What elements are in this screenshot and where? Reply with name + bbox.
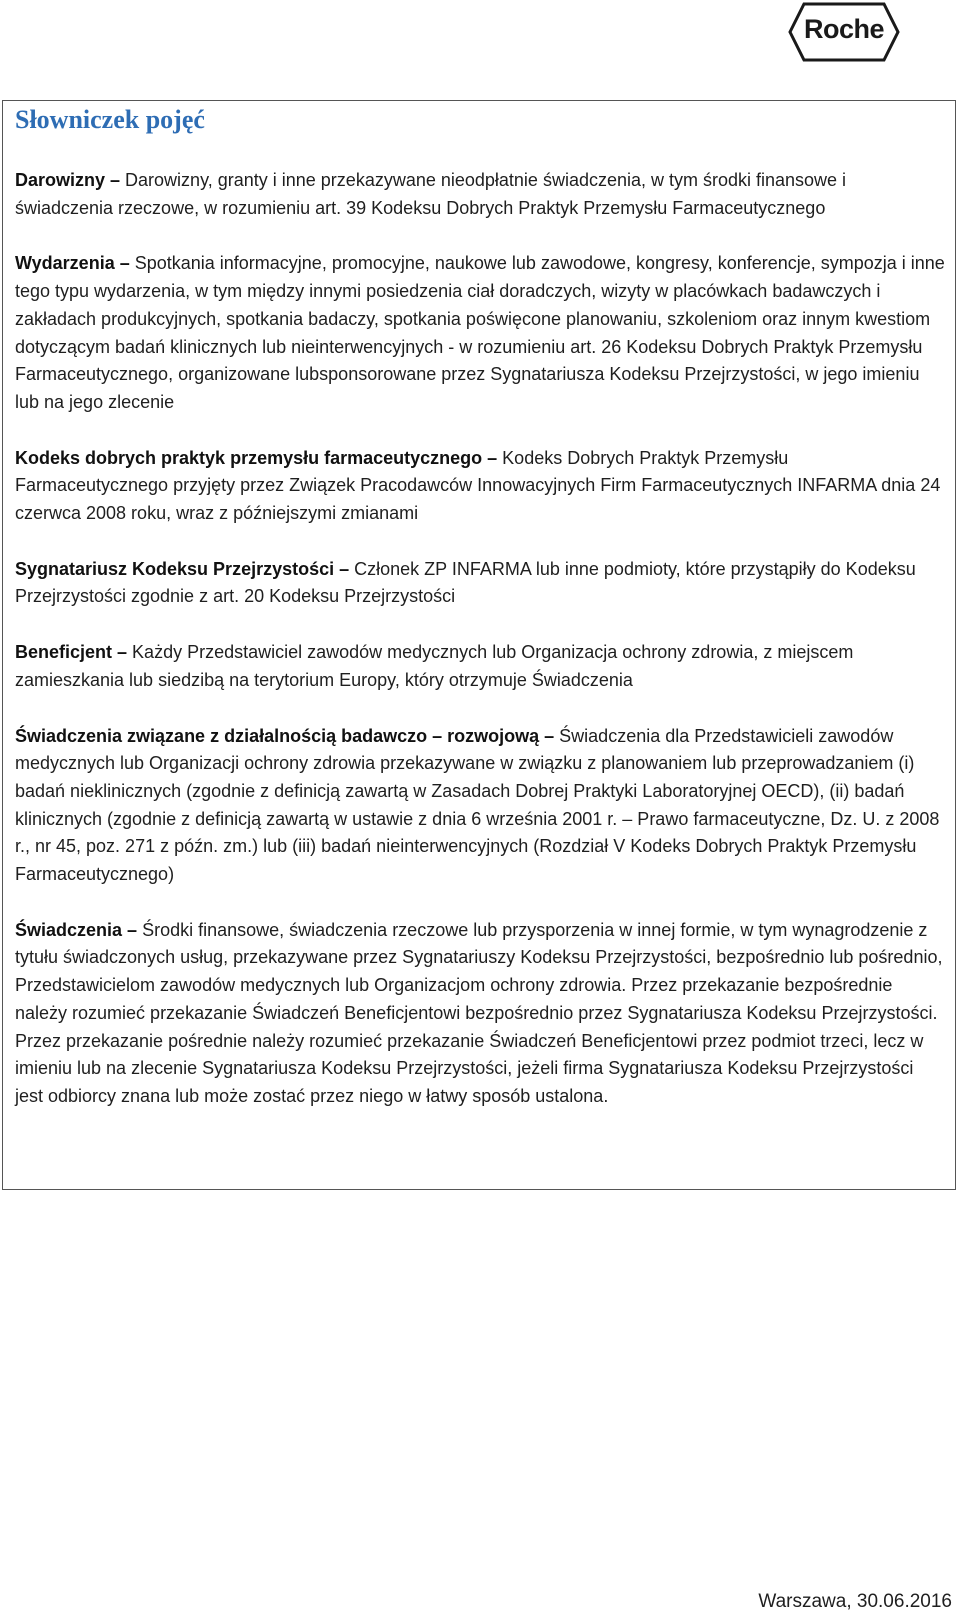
entry-definition: Środki finansowe, świadczenia rzeczowe lub przysporzenia w innej formie, w tym wynagrodzenie z tytułu świadczonych usług, przekazywane przez Sygnatariuszy Kodeksu Przejrzystości, bezpośrednio lub pośrednio, Przedstawicielom zawodów medycznych lub Organizacjom ochrony zdrowia. Przez przekazanie bezpośrednie należy rozumieć przekazanie Świadczeń Beneficjentowi bezpośrednio przez Sygnatariusza Kodeksu Przejrzystości. Przez przekazanie pośrednie należy rozumieć przekazanie Świadczeń Beneficjentowi przez podmiot trzeci, lecz w imieniu lub na zlecenie Sygnatariusza Kodeksu Przejrzystości, jeżeli firma Sygnatariusza Kodeksu Przejrzystości jest odbiorcy znana lub może zostać przez niego w łatwy sposób ustalona. [15,919,943,1106]
entry-term: Darowizny [15,170,106,190]
logo-text: Roche [803,14,885,44]
entry-dash: – [539,725,560,746]
entry-definition: Każdy Przedstawiciel zawodów medycznych lub Organizacja ochrony zdrowia, z miejscem zamieszkania lub siedzibą na terytorium Europy, który otrzymuje Świadczenia [15,642,854,690]
glossary-entry-wydarzenia [15,250,945,416]
glossary-entry-sygnatariusz [15,556,945,611]
entry-dash: – [334,558,355,579]
entry-definition: Członek ZP INFARMA lub inne podmioty, które przystąpiły do Kodeksu Przejrzystości zgodnie z art. 20 Kodeksu Przejrzystości [15,558,916,607]
entry-dash: – [122,919,143,940]
entry-definition: Spotkania informacyjne, promocyjne, naukowe lub zawodowe, kongresy, konferencje, sympozja i inne tego typu wydarzenia, w tym między innymi posiedzenia ciał doradczych, wizyty w placówkach badawczych i zakładach produkcyjnych, spotkania badaczy, spotkania poświęcone planowaniu, szkoleniom oraz innym kwestiom dotyczącym badań klinicznych lub nieinterwencyjnych - w rozumieniu art. 26 Kodeksu Dobrych Praktyk Przemysłu Farmaceutycznego, organizowane lubsponsorowane przez Sygnatariusza Kodeksu Przejrzystości, w jego imieniu lub na jego zlecenie [15,253,945,412]
entry-definition: Kodeks Dobrych Praktyk Przemysłu Farmaceutycznego przyjęty przez Związek Pracodawców Innowacyjnych Firm Farmaceutycznych INFARMA dnia 24 czerwca 2008 roku, wraz z późniejszymi zmianami [15,447,941,524]
glossary-entry-kodeks [15,445,945,528]
entry-term: Beneficjent [15,642,113,663]
entry-dash: – [482,447,503,468]
glossary-entry-darowizny [15,167,945,222]
glossary-entry-beneficjent [15,639,945,694]
roche-logo [788,2,900,62]
entry-dash: – [114,253,135,274]
entry-term: Świadczenia związane z działalnością badawczo – rozwojową [15,725,540,746]
entry-dash: – [112,642,133,663]
glossary-box [2,100,956,1190]
glossary-entry-swiadczenia [15,917,945,1111]
entry-term: Kodeks dobrych praktyk przemysłu farmaceutycznego [15,447,483,468]
entry-dash: – [105,170,126,190]
entry-definition: Świadczenia dla Przedstawicieli zawodów medycznych lub Organizacji ochrony zdrowia przekazywane w związku z planowaniem lub przeprowadzaniem (i) badań nieklinicznych (zgodnie z definicją zawartą w Zasadach Dobrej Praktyki Laboratoryjnej OECD), (ii) badań klinicznych (zgodnie z definicją zawartą w ustawie z dnia 6 września 2001 r. – Prawo farmaceutyczne, Dz. U. z 2008 r., nr 45, poz. 271 z późn. zm.) lub (iii) badań nieinterwencyjnych (Rozdział V Kodeks Dobrych Praktyk Przemysłu Farmaceutycznego) [15,725,940,885]
entry-term: Sygnatariusz Kodeksu Przejrzystości [15,558,335,579]
entry-definition: Darowizny, granty i inne przekazywane nieodpłatnie świadczenia, w tym środki finansowe i świadczenia rzeczowe, w rozumieniu art. 39 Kodeksu Dobrych Praktyk Przemysłu Farmaceutycznego [15,170,847,218]
entry-term: Świadczenia [15,919,123,940]
glossary-title: Słowniczek pojęć [15,105,205,134]
footer-date: Warszawa, 30.06.2016 [758,1591,952,1612]
glossary-entry-swiadczenia-br [15,723,945,889]
entry-term: Wydarzenia [15,253,115,274]
